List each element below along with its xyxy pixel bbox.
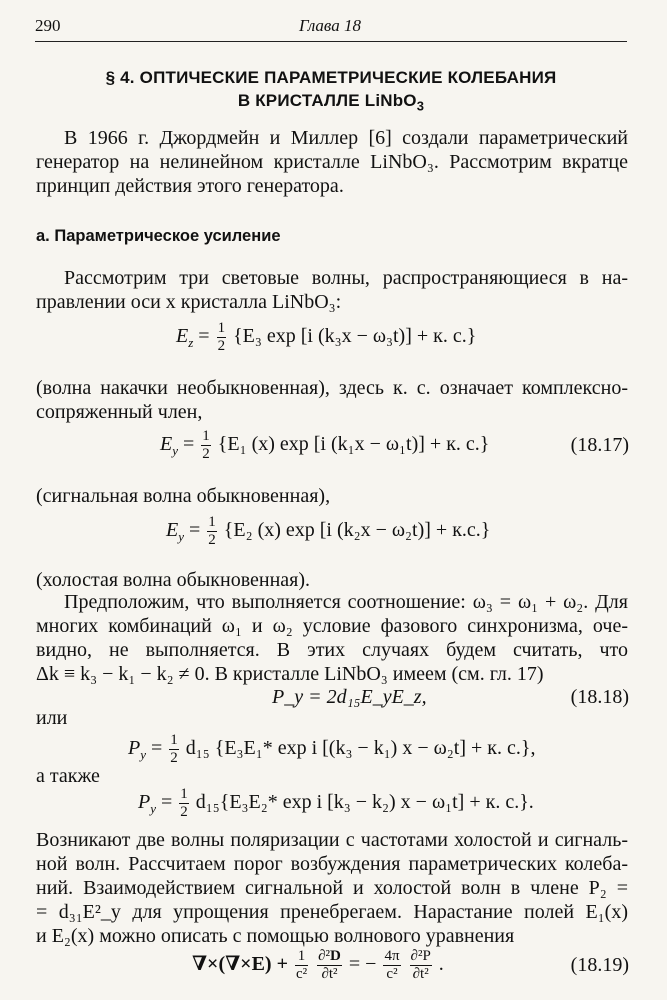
page-number: 290	[35, 16, 61, 35]
para-line: правлении оси x кристалла LiNbO₃:	[36, 291, 342, 313]
equation-ey-signal: $E_y$ = $\frac{1}{2}$ {E₁ (x) exp [i (k₁x − ω₁t)] + к. с.}	[160, 428, 490, 462]
equation-ey-idler: $E_y$ = $\frac{1}{2}$ {E₂ (x) exp [i (k₂x − ω₂t)] + к.с.}	[166, 514, 491, 548]
subsection-title: а. Параметрическое усиление	[36, 227, 281, 245]
para-line: ний. Взаимодействием сигнальной и холостой волн в члене P₂ =	[36, 877, 628, 899]
equation-number: (18.17)	[570, 434, 629, 456]
equation-wave: ∇×(∇×E) + $\frac{1}{\text{c²}}$ $\frac{\text{∂²D}}{\text{∂t²}}$ = − $\frac{4\pi}{\text{c²}}$ $\frac{\text{∂²P}}{\text{∂t²}}$ .	[192, 948, 444, 982]
equation-number: (18.18)	[570, 686, 629, 708]
equation-number: (18.19)	[570, 954, 629, 976]
para-line: Предположим, что выполняется соотношение: ω₃ = ω₁ + ω₂. Для	[64, 591, 628, 613]
section-title-line1: § 4. ОПТИЧЕСКИЕ ПАРАМЕТРИЧЕСКИЕ КОЛЕБАНИЯ	[105, 68, 557, 87]
para-line: = d₃₁E²_y для упрощения пренебрегаем. Нарастание полей E₁(x)	[36, 901, 628, 923]
header-rule	[35, 41, 627, 42]
intro-line: принцип действия этого генератора.	[36, 175, 344, 197]
para-line: и E₂(x) можно описать с помощью волнового уравнения	[36, 925, 515, 947]
para-line: Рассмотрим три световые волны, распространяющиеся в на-	[64, 267, 628, 289]
para-line: Возникают две волны поляризации с частотами холостой и сигналь-	[36, 829, 628, 851]
word-also: а также	[36, 765, 100, 787]
para-line: (холостая волна обыкновенная).	[36, 569, 311, 591]
equation-py: P_y = 2d₁₅E_yE_z,	[272, 686, 427, 708]
equation-ez: $E_z$ = $\frac{1}{2}$ {E₃ exp [i (k₃x − ω₃t)] + к. с.}	[176, 320, 477, 354]
running-header	[35, 16, 625, 40]
word-or: или	[36, 707, 68, 729]
equation-py-idler: $P_y$ = $\frac{1}{2}$ d₁₅ {E₃E₁* exp i [(k₃ − k₁) x − ω₂t] + к. с.},	[128, 732, 536, 766]
para-line: ной волн. Рассчитаем порог возбуждения параметрических колеба-	[36, 853, 628, 875]
intro-line: генератор на нелинейном кристалле LiNbO₃. Рассмотрим вкратце	[36, 151, 628, 173]
chapter-title: Глава 18	[299, 16, 361, 35]
para-line: (сигнальная волна обыкновенная),	[36, 485, 331, 507]
para-line: Δk ≡ k₃ − k₁ − k₂ ≠ 0. В кристалле LiNbO₃ имеем (см. гл. 17)	[36, 663, 544, 685]
para-line: видно, не выполняется. В этих случаях будем считать, что	[36, 639, 628, 661]
para-line: многих комбинаций ω₁ и ω₂ условие фазового синхронизма, оче-	[36, 615, 628, 637]
intro-line: В 1966 г. Джордмейн и Миллер [6] создали параметрический	[64, 127, 628, 149]
para-line: (волна накачки необыкновенная), здесь к. с. означает комплексно-	[36, 377, 628, 399]
para-line: сопряженный член,	[36, 401, 203, 423]
section-title-line2: В КРИСТАЛЛЕ LiNbO$_3$	[237, 91, 425, 114]
equation-py-signal: $P_y$ = $\frac{1}{2}$ d₁₅{E₃E₂* exp i [k₃ − k₂) x − ω₁t] + к. с.}.	[138, 786, 534, 820]
